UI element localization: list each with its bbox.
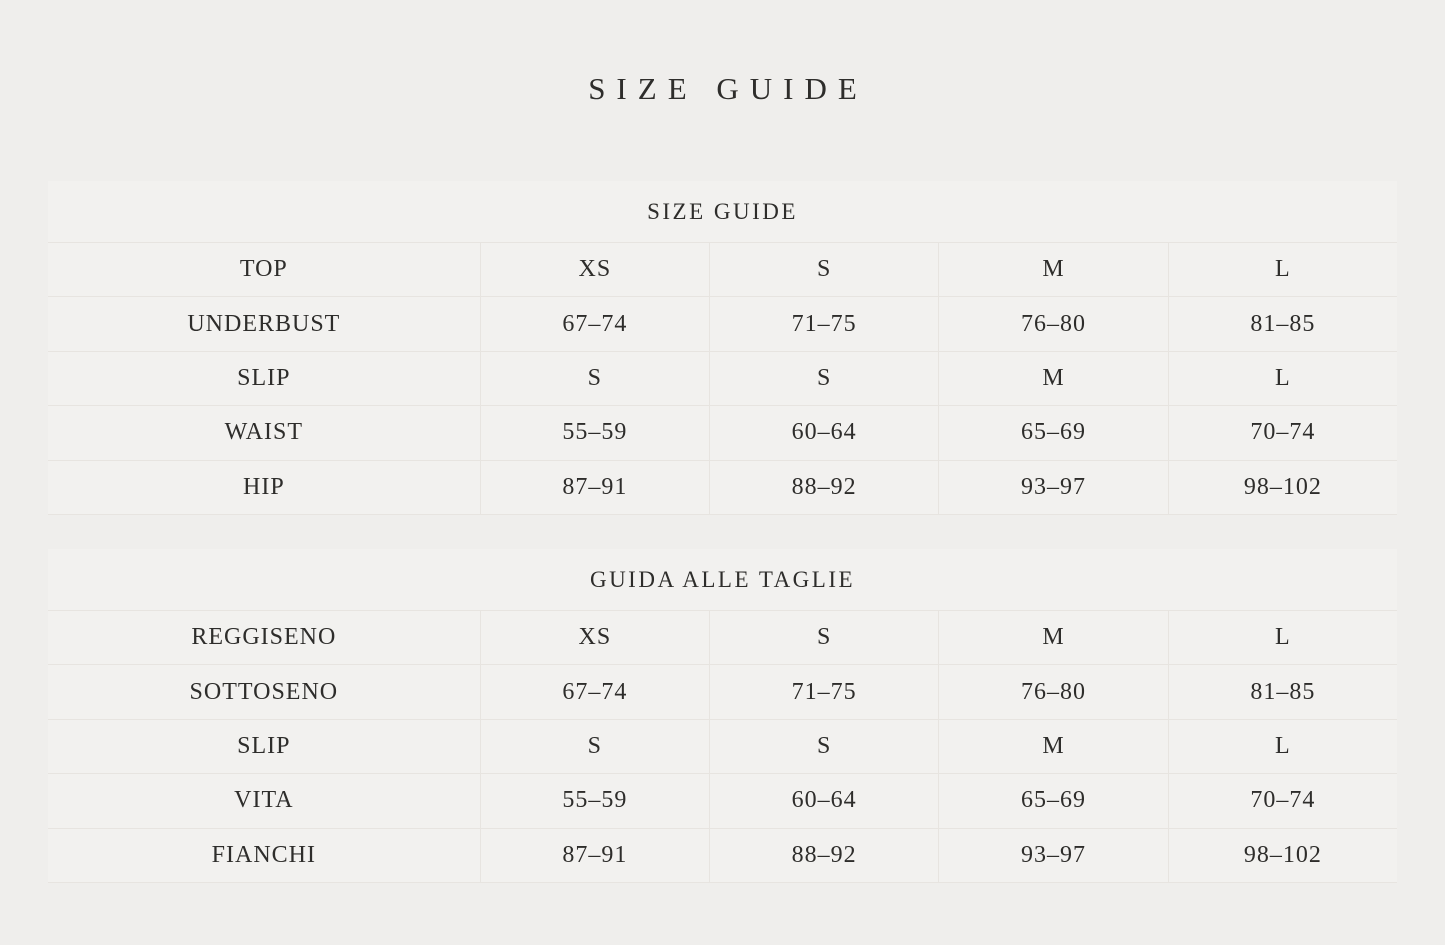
size-value: 98–102 (1168, 461, 1397, 514)
size-value: XS (480, 243, 709, 296)
size-value: S (480, 352, 709, 405)
size-value: 60–64 (709, 406, 938, 459)
size-value: L (1168, 611, 1397, 664)
size-value: 71–75 (709, 297, 938, 350)
size-value: S (709, 352, 938, 405)
size-value: 67–74 (480, 665, 709, 718)
page-title: SIZE GUIDE (588, 71, 868, 106)
size-value: 60–64 (709, 774, 938, 827)
size-value: S (709, 243, 938, 296)
size-value: 70–74 (1168, 774, 1397, 827)
row-label: SLIP (237, 365, 291, 392)
size-value: XS (480, 611, 709, 664)
size-value: 87–91 (480, 829, 709, 882)
row-label: VITA (234, 787, 294, 814)
size-value: 81–85 (1168, 297, 1397, 350)
table-row-underbust (48, 297, 1397, 351)
size-value: 81–85 (1168, 665, 1397, 718)
size-value: 98–102 (1168, 829, 1397, 882)
size-value: S (709, 611, 938, 664)
row-label: WAIST (224, 419, 303, 446)
size-value: M (938, 243, 1167, 296)
size-value: 93–97 (938, 829, 1167, 882)
row-label: REGGISENO (191, 624, 337, 651)
size-value: 55–59 (480, 774, 709, 827)
size-guide-table-en (48, 181, 1397, 515)
size-value: 70–74 (1168, 406, 1397, 459)
size-value: S (709, 720, 938, 773)
size-value: 71–75 (709, 665, 938, 718)
row-label: FIANCHI (211, 841, 316, 868)
size-value: 93–97 (938, 461, 1167, 514)
size-value: 88–92 (709, 461, 938, 514)
size-guide-table-it (48, 549, 1397, 883)
row-label: SLIP (237, 733, 291, 760)
table-row-fianchi (48, 829, 1397, 883)
size-value: 65–69 (938, 774, 1167, 827)
table-title-it: GUIDA ALLE TAGLIE (48, 549, 1397, 611)
row-label: TOP (239, 256, 288, 283)
size-value: M (938, 611, 1167, 664)
table-row-sottoseno (48, 665, 1397, 719)
size-value: 87–91 (480, 461, 709, 514)
size-value: 76–80 (938, 665, 1167, 718)
table-row-reggiseno (48, 611, 1397, 665)
size-value: L (1168, 720, 1397, 773)
table-row-vita (48, 774, 1397, 828)
table-row-slip-it (48, 720, 1397, 774)
size-value: 65–69 (938, 406, 1167, 459)
table-row-slip (48, 352, 1397, 406)
table-row-hip (48, 461, 1397, 515)
table-title-en: SIZE GUIDE (48, 181, 1397, 243)
row-label: SOTTOSENO (189, 678, 339, 705)
table-row-top (48, 243, 1397, 297)
size-value: 88–92 (709, 829, 938, 882)
size-guide-section (48, 181, 1397, 883)
size-value: 67–74 (480, 297, 709, 350)
table-row-waist (48, 406, 1397, 460)
size-value: L (1168, 352, 1397, 405)
size-value: S (480, 720, 709, 773)
size-value: M (938, 720, 1167, 773)
row-label: UNDERBUST (187, 310, 341, 337)
size-value: 76–80 (938, 297, 1167, 350)
size-value: M (938, 352, 1167, 405)
size-value: L (1168, 243, 1397, 296)
row-label: HIP (243, 473, 285, 500)
size-value: 55–59 (480, 406, 709, 459)
